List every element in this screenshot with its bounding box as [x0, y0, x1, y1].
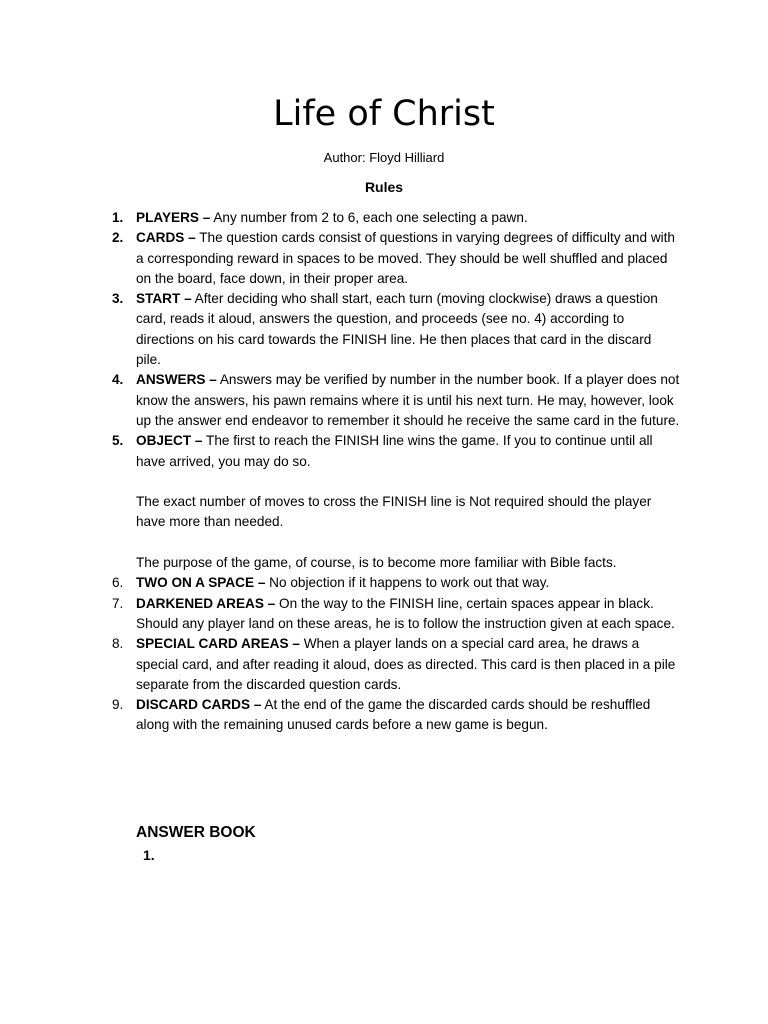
rule-label: START – [136, 291, 192, 307]
rule-number: 4. [112, 372, 124, 388]
rule-label: PLAYERS – [136, 210, 211, 225]
rule-text: No objection if it happens to work out that way. [265, 575, 550, 591]
rule-item-darkened-areas [0, 594, 680, 635]
rule-item-discard-cards [0, 695, 680, 736]
rule-label: OBJECT – [136, 433, 203, 449]
object-note: The exact number of moves to cross the FINISH line is Not required should the player have more than needed. [136, 494, 652, 530]
rule-number: 9. [112, 697, 124, 713]
rule-text: When a player lands on a special card area, he draws a special card, and after reading it aloud, does as directed. This card is then placed in a pile separate from the discarded question cards. [136, 636, 676, 692]
rule-text: The question cards consist of questions in varying degrees of difficulty and with a corresponding reward in spaces to be moved. They should be well shuffled and placed on the board, face down, in their proper area. [136, 230, 675, 286]
rule-number: 7. [112, 595, 124, 611]
rule-text: At the end of the game the discarded cards should be reshuffled along with the remaining unused cards before a new game is begun. [136, 697, 651, 733]
rule-label: SPECIAL CARD AREAS – [136, 636, 300, 652]
page-title: Life of Christ [273, 94, 495, 134]
rule-number: 6. [112, 575, 124, 591]
rule-item-two-on-a-space [0, 573, 680, 593]
rule-text: Answers may be verified by number in the number book. If a player does not know the answers, his pawn remains where it is until his next turn. He may, however, look up the answer end endeavor to remember it should he receive the same card in the future. [136, 372, 680, 428]
rule-number: 2. [112, 230, 124, 246]
rule-item-object [0, 431, 680, 472]
rule-item-answers [0, 370, 680, 431]
rule-text: On the way to the FINISH line, certain spaces appear in black. Should any player land on these areas, he is to follow the instruction given at each space. [136, 595, 675, 631]
rule-item-start [0, 289, 680, 370]
rule-item-special-card-areas [0, 634, 680, 695]
rules-heading: Rules [364, 179, 404, 195]
rule-number: 5. [112, 433, 124, 449]
author-line: Author: Floyd Hilliard [323, 150, 445, 165]
rules-list [0, 208, 768, 736]
answer-book-heading: ANSWER BOOK [136, 824, 256, 841]
rule-text: After deciding who shall start, each turn (moving clockwise) draws a question card, reads it aloud, answers the question, and proceeds (see no. 4) according to directions on his card towards the FINISH line. He then places that card in the discard pile. [136, 291, 658, 368]
answer-book-item-number: 1. [143, 847, 155, 863]
rule-text: The first to reach the FINISH line wins the game. If you to continue until all have arrived, you may do so. [136, 433, 653, 469]
rule-label: ANSWERS – [136, 372, 217, 388]
rule-text: Any number from 2 to 6, each one selecting a pawn. [210, 210, 528, 225]
object-note: The purpose of the game, of course, is to become more familiar with Bible facts. [136, 555, 617, 571]
rule-label: DISCARD CARDS – [136, 697, 262, 713]
rule-item-players [0, 208, 680, 228]
rule-label: DARKENED AREAS – [136, 595, 276, 611]
rule-number: 3. [112, 291, 124, 307]
spacer [0, 472, 768, 492]
rule-label: CARDS – [136, 230, 196, 246]
rule-number: 8. [112, 636, 124, 652]
rule-number: 1. [112, 210, 124, 225]
rule-item-cards [0, 228, 680, 289]
rule-label: TWO ON A SPACE – [136, 575, 266, 591]
spacer [0, 533, 768, 553]
